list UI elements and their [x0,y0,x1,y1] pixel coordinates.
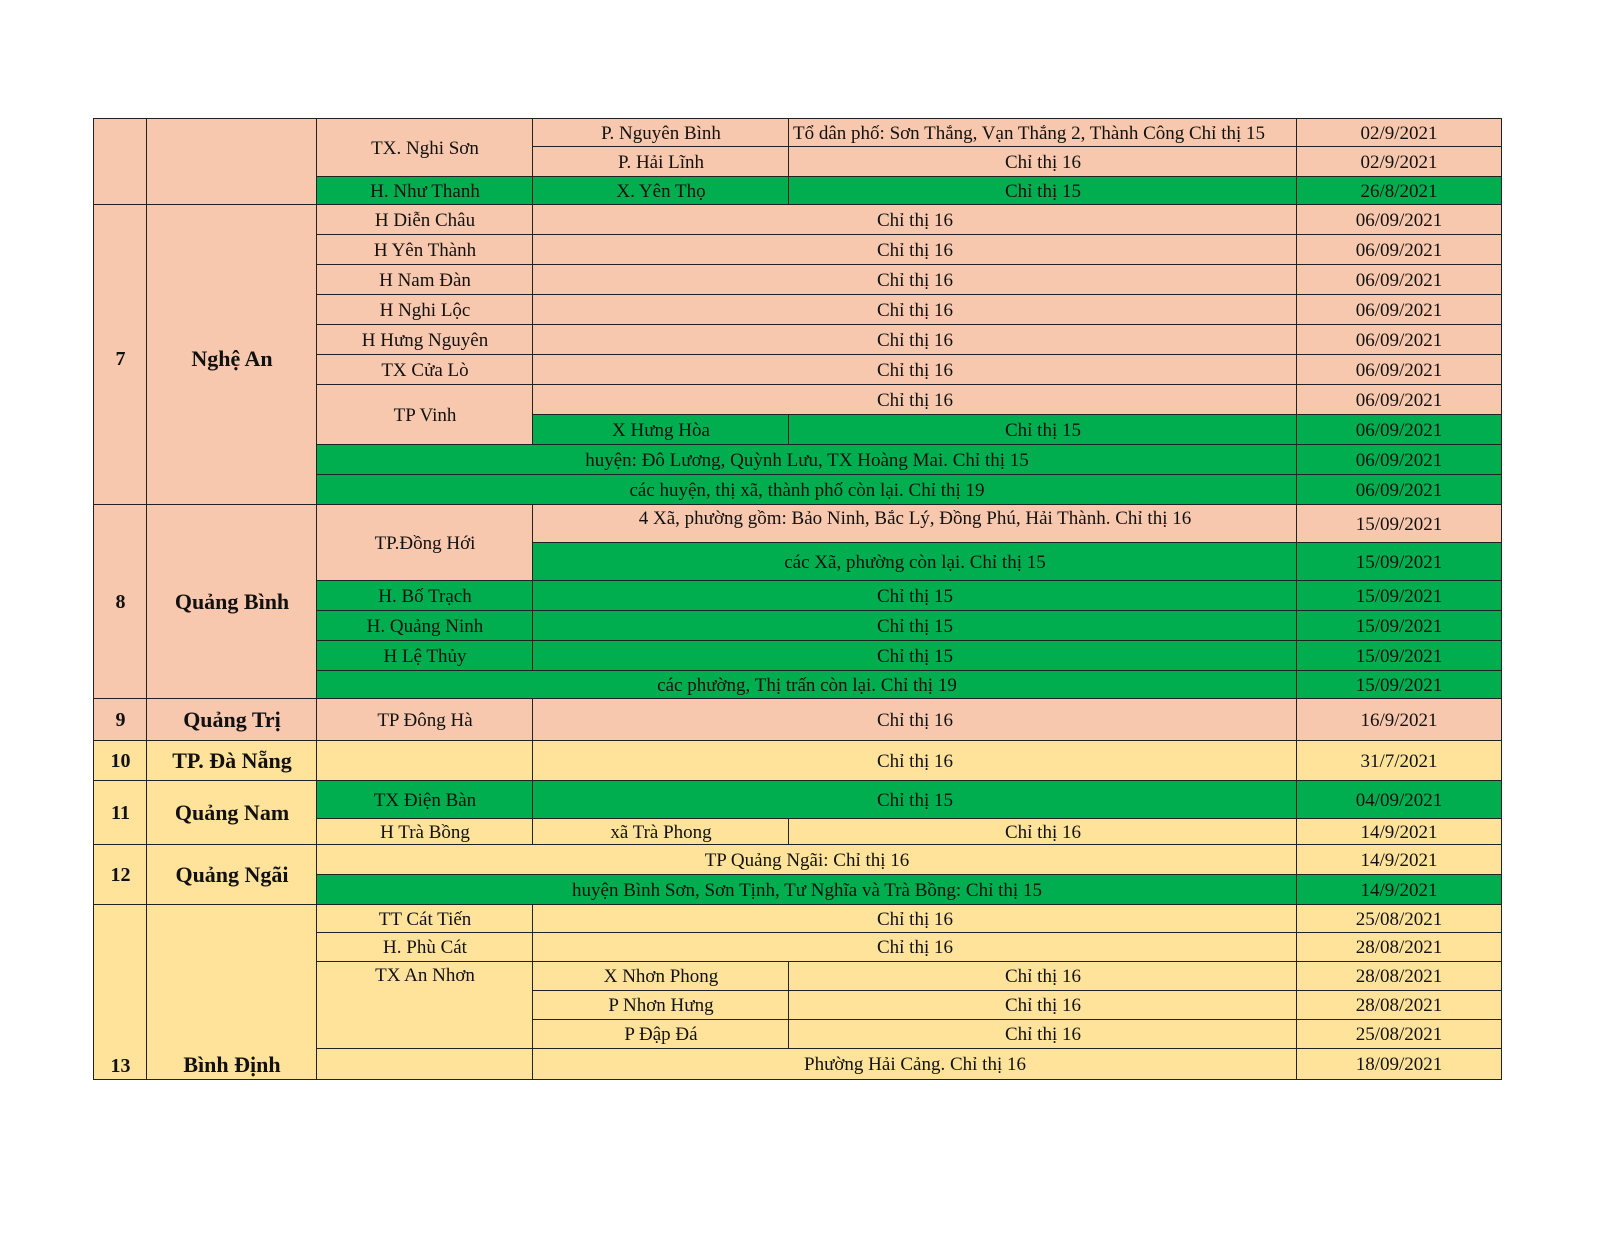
date-cell: 18/09/2021 [1296,1048,1502,1080]
district-cell: H Trà Bồng [316,818,534,846]
directive-cell: các phường, Thị trấn còn lại. Chỉ thị 19 [316,670,1298,700]
directive-cell: Chỉ thị 16 [532,234,1298,266]
date-cell: 25/08/2021 [1296,904,1502,934]
province-cell: Quảng Bình [146,504,318,700]
directive-cell: Chỉ thị 16 [532,294,1298,326]
date-cell: 04/09/2021 [1296,780,1502,820]
province-cell: Quảng Ngãi [146,844,318,906]
directive-cell: Chỉ thị 15 [532,580,1298,612]
ward-cell: P Đập Đá [532,1019,790,1050]
district-cell: H. Phù Cát [316,932,534,963]
directive-cell: Chỉ thị 16 [532,698,1298,742]
date-cell: 15/09/2021 [1296,542,1502,582]
date-cell: 28/08/2021 [1296,961,1502,992]
date-cell: 14/9/2021 [1296,844,1502,876]
province-cell: TP. Đà Nẵng [146,740,318,782]
directive-cell: Chỉ thị 15 [532,640,1298,672]
date-cell: 06/09/2021 [1296,324,1502,356]
district-cell [316,1048,534,1080]
date-cell: 06/09/2021 [1296,294,1502,326]
date-cell: 28/08/2021 [1296,990,1502,1021]
date-cell: 06/09/2021 [1296,474,1502,506]
directive-cell: huyện: Đô Lương, Quỳnh Lưu, TX Hoàng Mai. Chỉ thị 15 [316,444,1298,476]
directive-cell: Chỉ thị 15 [788,176,1298,206]
row-number-cell: 13 [93,904,148,1080]
directive-cell: Chỉ thị 16 [788,818,1298,846]
date-cell: 06/09/2021 [1296,444,1502,476]
date-cell: 15/09/2021 [1296,504,1502,544]
directive-cell: Chỉ thị 16 [788,146,1298,178]
province-cell: Nghệ An [146,204,318,514]
directive-cell: Chỉ thị 16 [532,354,1298,386]
covid-directive-table [93,118,1502,1100]
directive-cell: TP Quảng Ngãi: Chỉ thị 16 [316,844,1298,876]
district-cell: H Nghi Lộc [316,294,534,326]
date-cell: 25/08/2021 [1296,1019,1502,1050]
date-cell: 26/8/2021 [1296,176,1502,206]
date-cell: 15/09/2021 [1296,580,1502,612]
date-cell: 06/09/2021 [1296,204,1502,236]
district-cell: H Lệ Thủy [316,640,534,672]
province-cell: Bình Định [146,904,318,1080]
district-cell: H Hưng Nguyên [316,324,534,356]
district-cell: TT Cát Tiến [316,904,534,934]
date-cell: 31/7/2021 [1296,740,1502,782]
date-cell: 15/09/2021 [1296,640,1502,672]
directive-cell: Chỉ thị 16 [532,204,1298,236]
district-cell: TX Điện Bàn [316,780,534,820]
district-cell: TX. Nghi Sơn [316,118,534,178]
date-cell: 16/9/2021 [1296,698,1502,742]
directive-cell: Chỉ thị 16 [532,932,1298,963]
district-cell: H Nam Đàn [316,264,534,296]
ward-cell: X Nhơn Phong [532,961,790,992]
directive-cell: Chỉ thị 15 [532,780,1298,820]
row-number-cell: 8 [93,504,148,700]
date-cell: 02/9/2021 [1296,146,1502,178]
date-cell: 06/09/2021 [1296,384,1502,416]
district-cell: H Diễn Châu [316,204,534,236]
province-cell [146,118,318,206]
date-cell: 15/09/2021 [1296,610,1502,642]
date-cell: 28/08/2021 [1296,932,1502,963]
district-cell: TP.Đồng Hới [316,504,534,582]
ward-cell: X. Yên Thọ [532,176,790,206]
ward-cell: xã Trà Phong [532,818,790,846]
date-cell: 14/9/2021 [1296,874,1502,906]
date-cell: 06/09/2021 [1296,234,1502,266]
row-number-cell: 10 [93,740,148,782]
district-cell: H. Quảng Ninh [316,610,534,642]
directive-cell: Phường Hải Cảng. Chỉ thị 16 [532,1048,1298,1080]
province-cell: Quảng Trị [146,698,318,742]
district-cell: TX An Nhơn [316,961,534,1052]
date-cell: 15/09/2021 [1296,670,1502,700]
directive-cell: huyện Bình Sơn, Sơn Tịnh, Tư Nghĩa và Trà Bồng: Chỉ thị 15 [316,874,1298,906]
directive-cell: Chỉ thị 15 [532,610,1298,642]
directive-cell: Chỉ thị 16 [532,384,1298,416]
district-cell: H Yên Thành [316,234,534,266]
directive-cell: các Xã, phường còn lại. Chỉ thị 15 [532,542,1298,582]
row-number-cell: 7 [93,204,148,514]
directive-cell: Chỉ thị 15 [788,414,1298,446]
district-cell: H. Bố Trạch [316,580,534,612]
province-cell: Quảng Nam [146,780,318,846]
row-number-cell: 12 [93,844,148,906]
ward-cell: P. Hải Lĩnh [532,146,790,178]
date-cell: 02/9/2021 [1296,118,1502,148]
district-cell: TP Đông Hà [316,698,534,742]
row-number-cell: 9 [93,698,148,742]
row-number-cell: 11 [93,780,148,846]
date-cell: 06/09/2021 [1296,354,1502,386]
date-cell: 14/9/2021 [1296,818,1502,846]
directive-cell: Chỉ thị 16 [788,990,1298,1021]
row-number-cell [93,118,148,206]
directive-cell: Chỉ thị 16 [532,324,1298,356]
directive-cell: Chỉ thị 16 [532,264,1298,296]
district-cell: TP Vinh [316,384,534,446]
directive-cell: Tổ dân phố: Sơn Thắng, Vạn Thắng 2, Thành Công Chỉ thị 15 [788,118,1298,148]
directive-cell: 4 Xã, phường gồm: Bảo Ninh, Bắc Lý, Đồng Phú, Hải Thành. Chỉ thị 16 [532,504,1298,544]
ward-cell: X Hưng Hòa [532,414,790,446]
ward-cell: P. Nguyên Bình [532,118,790,148]
date-cell: 06/09/2021 [1296,414,1502,446]
district-cell [316,740,534,782]
district-cell: TX Cửa Lò [316,354,534,386]
ward-cell: P Nhơn Hưng [532,990,790,1021]
directive-cell: Chỉ thị 16 [788,961,1298,992]
date-cell: 06/09/2021 [1296,264,1502,296]
directive-cell: Chỉ thị 16 [532,904,1298,934]
directive-cell: Chỉ thị 16 [532,740,1298,782]
directive-cell: Chỉ thị 16 [788,1019,1298,1050]
district-cell: H. Như Thanh [316,176,534,206]
directive-cell: các huyện, thị xã, thành phố còn lại. Chỉ thị 19 [316,474,1298,506]
